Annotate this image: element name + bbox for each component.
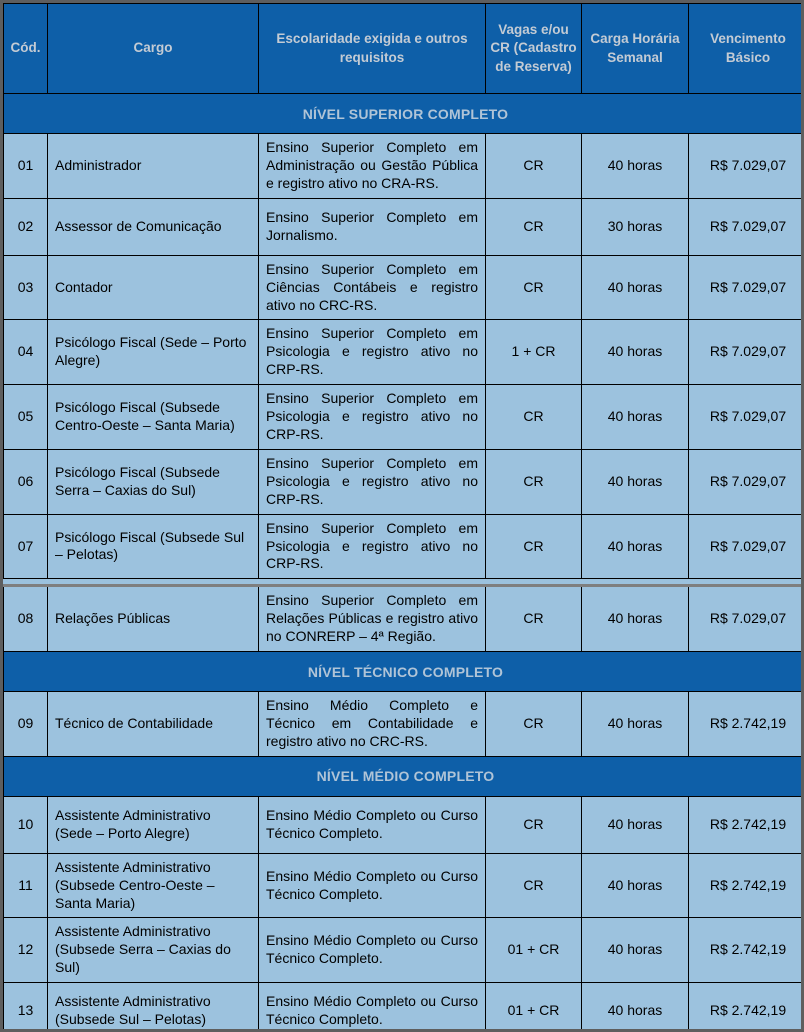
section-header-row xyxy=(4,756,804,796)
cell-requisitos: Ensino Médio Completo ou Curso Técnico Completo. xyxy=(259,853,486,918)
cell-vencimento: R$ 7.029,07 xyxy=(689,320,804,385)
cell-carga: 40 horas xyxy=(582,385,689,450)
header-row xyxy=(4,4,804,94)
cell-cod: 07 xyxy=(4,514,48,579)
section-header-label: NÍVEL TÉCNICO COMPLETO xyxy=(4,652,804,692)
cell-cargo: Psicólogo Fiscal (Subsede Serra – Caxias do Sul) xyxy=(48,449,259,514)
cell-requisitos: Ensino Superior Completo em Psicologia e registro ativo no CRP-RS. xyxy=(259,385,486,450)
cell-vencimento: R$ 2.742,19 xyxy=(689,983,804,1032)
cell-cargo: Psicólogo Fiscal (Subsede Sul – Pelotas) xyxy=(48,514,259,579)
table-row xyxy=(4,983,804,1032)
column-header-requisitos: Escolaridade exigida e outros requisitos xyxy=(259,4,486,94)
page-split-line xyxy=(4,579,804,586)
table-row xyxy=(4,255,804,320)
table-row xyxy=(4,134,804,199)
table-row xyxy=(4,586,804,652)
cell-cargo: Assistente Administrativo (Subsede Serra – Caxias do Sul) xyxy=(48,918,259,983)
cell-cod: 13 xyxy=(4,983,48,1032)
column-header-vagas: Vagas e/ou CR (Cadastro de Reserva) xyxy=(486,4,582,94)
cell-vencimento: R$ 2.742,19 xyxy=(689,918,804,983)
cell-carga: 40 horas xyxy=(582,255,689,320)
cell-carga: 40 horas xyxy=(582,853,689,918)
cell-cod: 11 xyxy=(4,853,48,918)
cell-cod: 01 xyxy=(4,134,48,199)
table-row xyxy=(4,853,804,918)
cell-cargo: Assistente Administrativo (Subsede Sul – Pelotas) xyxy=(48,983,259,1032)
cell-cargo: Relações Públicas xyxy=(48,586,259,652)
column-header-cargo: Cargo xyxy=(48,4,259,94)
table-row xyxy=(4,918,804,983)
table-row xyxy=(4,198,804,255)
cell-carga: 40 horas xyxy=(582,796,689,853)
cell-carga: 40 horas xyxy=(582,134,689,199)
column-header-carga: Carga Horária Semanal xyxy=(582,4,689,94)
cell-carga: 40 horas xyxy=(582,514,689,579)
cell-vagas: CR xyxy=(486,853,582,918)
cell-cargo: Administrador xyxy=(48,134,259,199)
table-row xyxy=(4,385,804,450)
table-row xyxy=(4,796,804,853)
table-row xyxy=(4,514,804,579)
cell-vencimento: R$ 7.029,07 xyxy=(689,514,804,579)
table-body xyxy=(4,94,804,1032)
cell-carga: 30 horas xyxy=(582,198,689,255)
cell-cod: 03 xyxy=(4,255,48,320)
column-header-vencimento: Vencimento Básico xyxy=(689,4,804,94)
cell-cod: 09 xyxy=(4,692,48,757)
cell-vagas: 01 + CR xyxy=(486,983,582,1032)
cell-vagas: CR xyxy=(486,796,582,853)
cell-vencimento: R$ 7.029,07 xyxy=(689,134,804,199)
cell-vencimento: R$ 2.742,19 xyxy=(689,796,804,853)
cell-vagas: CR xyxy=(486,586,582,652)
cell-vagas: CR xyxy=(486,134,582,199)
section-header-row xyxy=(4,652,804,692)
table-row xyxy=(4,320,804,385)
table-row xyxy=(4,692,804,757)
cell-cargo: Contador xyxy=(48,255,259,320)
cell-cargo: Psicólogo Fiscal (Sede – Porto Alegre) xyxy=(48,320,259,385)
cell-requisitos: Ensino Superior Completo em Administração ou Gestão Pública e registro ativo no CRA-RS. xyxy=(259,134,486,199)
cell-vencimento: R$ 7.029,07 xyxy=(689,449,804,514)
cell-cod: 04 xyxy=(4,320,48,385)
cell-vencimento: R$ 2.742,19 xyxy=(689,692,804,757)
cell-carga: 40 horas xyxy=(582,918,689,983)
cell-vagas: CR xyxy=(486,255,582,320)
cell-cod: 05 xyxy=(4,385,48,450)
cell-carga: 40 horas xyxy=(582,320,689,385)
cell-requisitos: Ensino Superior Completo em Ciências Contábeis e registro ativo no CRC-RS. xyxy=(259,255,486,320)
page-split-row xyxy=(4,579,804,586)
cell-cargo: Técnico de Contabilidade xyxy=(48,692,259,757)
cell-cod: 06 xyxy=(4,449,48,514)
cell-requisitos: Ensino Médio Completo ou Curso Técnico Completo. xyxy=(259,983,486,1032)
cell-vencimento: R$ 7.029,07 xyxy=(689,198,804,255)
cell-carga: 40 horas xyxy=(582,983,689,1032)
cell-cod: 08 xyxy=(4,586,48,652)
cell-vencimento: R$ 7.029,07 xyxy=(689,385,804,450)
cell-vagas: CR xyxy=(486,692,582,757)
cell-vagas: CR xyxy=(486,514,582,579)
cell-vagas: 01 + CR xyxy=(486,918,582,983)
cell-requisitos: Ensino Superior Completo em Jornalismo. xyxy=(259,198,486,255)
cell-cod: 02 xyxy=(4,198,48,255)
cell-requisitos: Ensino Superior Completo em Psicologia e registro ativo no CRP-RS. xyxy=(259,514,486,579)
cell-requisitos: Ensino Médio Completo ou Curso Técnico Completo. xyxy=(259,796,486,853)
cell-carga: 40 horas xyxy=(582,692,689,757)
cell-requisitos: Ensino Médio Completo ou Curso Técnico Completo. xyxy=(259,918,486,983)
cell-cargo: Assistente Administrativo (Sede – Porto Alegre) xyxy=(48,796,259,853)
cell-carga: 40 horas xyxy=(582,449,689,514)
section-header-label: NÍVEL SUPERIOR COMPLETO xyxy=(4,94,804,134)
table-row xyxy=(4,449,804,514)
cell-vagas: 1 + CR xyxy=(486,320,582,385)
cell-vagas: CR xyxy=(486,449,582,514)
table-header xyxy=(4,4,804,94)
cell-cargo: Assistente Administrativo (Subsede Centro-Oeste – Santa Maria) xyxy=(48,853,259,918)
cell-cargo: Assessor de Comunicação xyxy=(48,198,259,255)
cell-vagas: CR xyxy=(486,385,582,450)
cargo-table xyxy=(3,3,804,1032)
cell-cod: 12 xyxy=(4,918,48,983)
cell-requisitos: Ensino Médio Completo e Técnico em Contabilidade e registro ativo no CRC-RS. xyxy=(259,692,486,757)
cell-vencimento: R$ 7.029,07 xyxy=(689,255,804,320)
cell-vencimento: R$ 2.742,19 xyxy=(689,853,804,918)
cell-cargo: Psicólogo Fiscal (Subsede Centro-Oeste – Santa Maria) xyxy=(48,385,259,450)
column-header-cod: Cód. xyxy=(4,4,48,94)
cell-requisitos: Ensino Superior Completo em Psicologia e registro ativo no CRP-RS. xyxy=(259,320,486,385)
cell-cod: 10 xyxy=(4,796,48,853)
cell-vencimento: R$ 7.029,07 xyxy=(689,586,804,652)
cell-vagas: CR xyxy=(486,198,582,255)
section-header-label: NÍVEL MÉDIO COMPLETO xyxy=(4,756,804,796)
cell-requisitos: Ensino Superior Completo em Relações Públicas e registro ativo no CONRERP – 4ª Região. xyxy=(259,586,486,652)
section-header-row xyxy=(4,94,804,134)
cell-carga: 40 horas xyxy=(582,586,689,652)
cell-requisitos: Ensino Superior Completo em Psicologia e registro ativo no CRP-RS. xyxy=(259,449,486,514)
